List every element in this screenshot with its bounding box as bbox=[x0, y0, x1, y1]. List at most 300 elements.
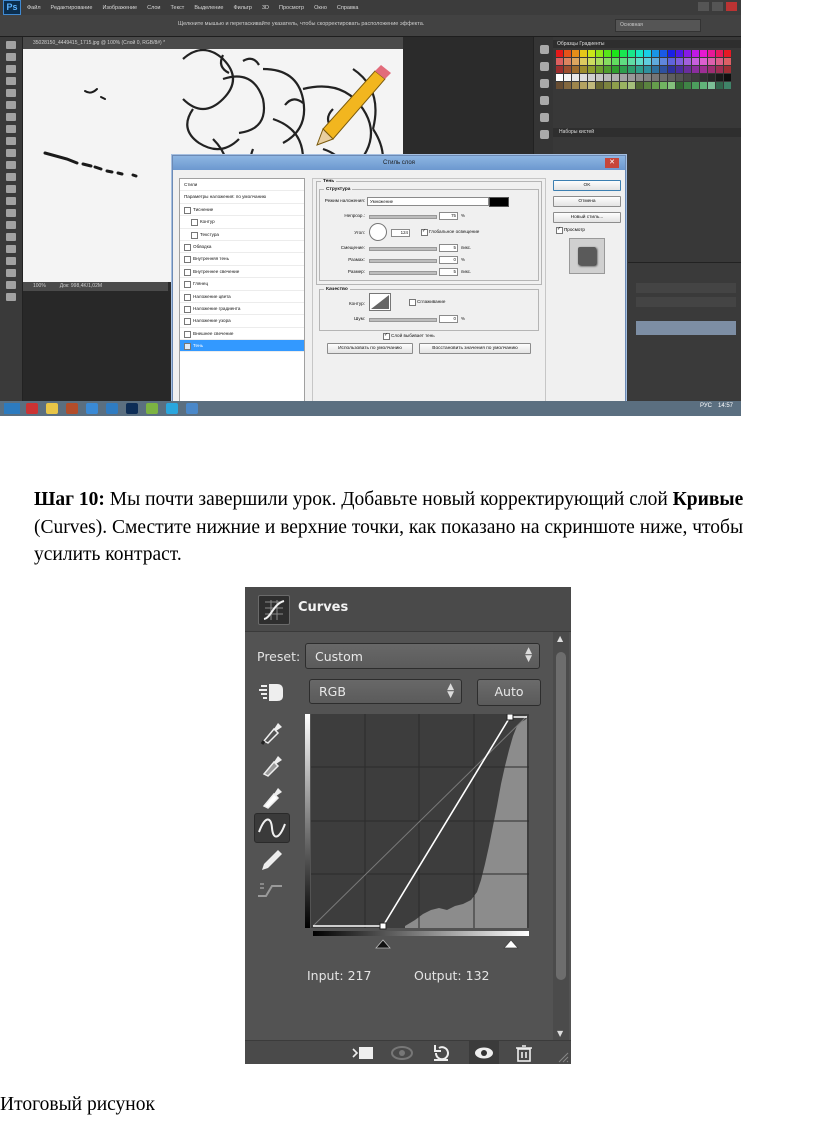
layer-style-dialog bbox=[172, 155, 626, 409]
scroll-up-icon[interactable]: ▲ bbox=[557, 634, 564, 643]
color-swatch[interactable] bbox=[556, 74, 563, 81]
ok-button[interactable]: OK bbox=[553, 180, 621, 191]
color-swatch[interactable] bbox=[620, 50, 627, 57]
new-style-button[interactable]: Новый стиль... bbox=[553, 212, 621, 223]
color-swatch[interactable] bbox=[596, 50, 603, 57]
color-swatch[interactable] bbox=[668, 58, 675, 65]
preview-checkbox[interactable]: Просмотр ✓ bbox=[556, 227, 585, 232]
color-swatch[interactable] bbox=[716, 58, 723, 65]
style-list-item[interactable]: Стили bbox=[180, 179, 304, 191]
spread-unit: % bbox=[461, 257, 465, 262]
color-swatch[interactable] bbox=[724, 66, 731, 73]
color-swatch[interactable] bbox=[588, 50, 595, 57]
shape-tool-icon[interactable] bbox=[6, 245, 16, 253]
color-swatch[interactable] bbox=[700, 82, 707, 89]
style-list-item[interactable]: Тиснение bbox=[180, 204, 304, 216]
color-swatch[interactable] bbox=[564, 58, 571, 65]
color-swatch[interactable] bbox=[596, 82, 603, 89]
eraser-tool-icon[interactable] bbox=[6, 161, 16, 169]
color-swatch[interactable] bbox=[580, 74, 587, 81]
workspace-select[interactable]: Основная bbox=[615, 19, 701, 32]
color-swatch[interactable] bbox=[652, 58, 659, 65]
input-gradient-bar bbox=[313, 931, 529, 936]
blend-mode-label: Режим наложения: bbox=[324, 198, 365, 203]
color-swatch[interactable] bbox=[612, 82, 619, 89]
color-swatch[interactable] bbox=[716, 82, 723, 89]
visibility-toggle[interactable] bbox=[469, 1041, 499, 1064]
structure-title: Структура bbox=[326, 187, 351, 192]
auto-button[interactable]: Auto bbox=[477, 679, 541, 706]
clock[interactable]: 14:57 bbox=[717, 403, 733, 409]
color-swatch[interactable] bbox=[724, 82, 731, 89]
curves-adjustment-icon bbox=[258, 595, 290, 625]
brush-presets-tab[interactable]: Наборы кистей bbox=[553, 128, 741, 137]
color-swatch[interactable] bbox=[724, 50, 731, 57]
toolbox bbox=[0, 37, 23, 401]
channel-select[interactable] bbox=[309, 679, 462, 704]
color-swatch[interactable] bbox=[604, 50, 611, 57]
scrollbar-thumb[interactable] bbox=[556, 652, 566, 980]
dialog-title: Стиль слоя bbox=[383, 160, 415, 166]
info-panel-icon[interactable] bbox=[540, 79, 549, 88]
style-list-item[interactable]: Наложение узора bbox=[180, 315, 304, 327]
menu-window[interactable]: Окно bbox=[314, 4, 327, 11]
smooth-curve-icon[interactable] bbox=[254, 876, 288, 904]
clone-panel-icon[interactable] bbox=[540, 130, 549, 139]
color-swatch[interactable] bbox=[692, 50, 699, 57]
noise-label: Шум: bbox=[354, 316, 365, 321]
hand-tool-icon[interactable] bbox=[6, 257, 16, 265]
layer-row[interactable] bbox=[636, 283, 736, 293]
start-button[interactable] bbox=[4, 403, 20, 414]
input-value: 217 bbox=[347, 968, 372, 983]
color-swatch[interactable] bbox=[684, 82, 691, 89]
distance-field[interactable]: 5 bbox=[439, 244, 458, 252]
color-swatch[interactable] bbox=[716, 50, 723, 57]
color-swatch[interactable] bbox=[612, 58, 619, 65]
resize-grip-icon[interactable] bbox=[557, 1051, 569, 1063]
window-controls bbox=[698, 2, 737, 11]
menu-image[interactable]: Изображение bbox=[102, 4, 138, 11]
color-swatch[interactable] bbox=[692, 74, 699, 81]
color-swatch[interactable] bbox=[660, 66, 667, 73]
color-swatch[interactable] bbox=[580, 50, 587, 57]
color-swatch[interactable] bbox=[636, 82, 643, 89]
drop-shadow-settings bbox=[312, 178, 546, 402]
brush-panel-icon[interactable] bbox=[540, 113, 549, 122]
angle-dial[interactable] bbox=[369, 223, 387, 241]
opera-icon[interactable] bbox=[26, 403, 38, 414]
opacity-field[interactable]: 75 bbox=[439, 212, 458, 220]
color-swatch[interactable] bbox=[684, 74, 691, 81]
step-10-paragraph bbox=[34, 486, 804, 569]
color-swatch[interactable] bbox=[708, 82, 715, 89]
size-label: Размер: bbox=[347, 269, 365, 274]
input-label: Input: bbox=[307, 968, 344, 983]
make-default-button[interactable]: Использовать по умолчанию bbox=[327, 343, 413, 354]
color-swatch[interactable] bbox=[684, 66, 691, 73]
color-swatch[interactable] bbox=[700, 74, 707, 81]
color-swatch[interactable] bbox=[660, 82, 667, 89]
color-swatch[interactable] bbox=[700, 50, 707, 57]
color-swatch[interactable] bbox=[660, 50, 667, 57]
color-swatch[interactable] bbox=[708, 74, 715, 81]
output-readout bbox=[414, 968, 489, 983]
color-swatch[interactable] bbox=[604, 58, 611, 65]
language-indicator[interactable]: РУС bbox=[699, 403, 712, 409]
color-swatch[interactable] bbox=[596, 74, 603, 81]
style-list-item[interactable]: Наложение градиента bbox=[180, 303, 304, 315]
curves-header bbox=[245, 587, 571, 632]
color-swatch[interactable] bbox=[636, 66, 643, 73]
menu-edit[interactable]: Редактирование bbox=[50, 4, 93, 11]
shadow-color-swatch[interactable] bbox=[489, 197, 509, 207]
stamp-tool-icon[interactable] bbox=[6, 137, 16, 145]
color-swatch[interactable] bbox=[668, 74, 675, 81]
swatches-tabs[interactable]: Образцы Градиенты bbox=[553, 40, 741, 48]
color-swatch[interactable] bbox=[676, 82, 683, 89]
color-swatch[interactable] bbox=[612, 66, 619, 73]
style-list-item[interactable]: Тень bbox=[180, 340, 304, 352]
lasso-tool-icon[interactable] bbox=[6, 65, 16, 73]
color-swatch[interactable] bbox=[644, 82, 651, 89]
properties-panel-icon[interactable] bbox=[540, 96, 549, 105]
healing-tool-icon[interactable] bbox=[6, 113, 16, 121]
quick-select-tool-icon[interactable] bbox=[6, 77, 16, 85]
selected-layer[interactable] bbox=[636, 321, 736, 335]
style-list-item[interactable]: Обводка bbox=[180, 241, 304, 253]
color-swatch[interactable] bbox=[708, 66, 715, 73]
reset-icon[interactable] bbox=[431, 1044, 451, 1062]
color-swatch[interactable] bbox=[620, 82, 627, 89]
styles-list bbox=[179, 178, 305, 402]
color-swatch[interactable] bbox=[636, 74, 643, 81]
explorer-icon[interactable] bbox=[46, 403, 58, 414]
dodge-tool-icon[interactable] bbox=[6, 197, 16, 205]
pencil-draw-icon[interactable] bbox=[254, 846, 288, 874]
menu-type[interactable]: Текст bbox=[170, 4, 185, 11]
quality-group bbox=[319, 287, 539, 331]
style-list-item[interactable]: Внешнее свечение bbox=[180, 328, 304, 340]
color-swatch[interactable] bbox=[668, 82, 675, 89]
color-swatch[interactable] bbox=[620, 74, 627, 81]
quality-title: Качество bbox=[326, 287, 348, 292]
menu-filter[interactable]: Фильтр bbox=[233, 4, 252, 11]
opacity-label: Непрозр.: bbox=[344, 213, 365, 218]
color-swatch[interactable] bbox=[588, 82, 595, 89]
color-swatch[interactable] bbox=[676, 50, 683, 57]
style-list-item[interactable]: Текстура bbox=[180, 229, 304, 241]
opacity-unit: % bbox=[461, 213, 465, 218]
color-swatch-icon[interactable] bbox=[6, 281, 16, 289]
color-swatch[interactable] bbox=[684, 50, 691, 57]
black-point-handle[interactable] bbox=[380, 923, 386, 929]
windows-taskbar bbox=[0, 401, 741, 416]
color-swatch[interactable] bbox=[660, 74, 667, 81]
style-list-item[interactable]: Параметры наложения: по умолчанию bbox=[180, 191, 304, 203]
photoshop-taskbar-icon[interactable] bbox=[126, 403, 138, 414]
path-select-icon[interactable] bbox=[6, 233, 16, 241]
edit-points-curve-icon[interactable] bbox=[254, 813, 290, 843]
color-swatch[interactable] bbox=[604, 82, 611, 89]
global-light-checkbox[interactable]: Глобальное освещение ✓ bbox=[421, 229, 479, 234]
distance-slider[interactable] bbox=[369, 247, 437, 251]
gray-point-eyedropper-icon[interactable] bbox=[254, 750, 288, 778]
noise-slider[interactable] bbox=[369, 318, 437, 322]
drop-shadow-title: Тень bbox=[323, 179, 335, 184]
color-swatch[interactable] bbox=[700, 66, 707, 73]
color-swatch[interactable] bbox=[724, 58, 731, 65]
color-swatch[interactable] bbox=[556, 58, 563, 65]
color-swatch[interactable] bbox=[596, 66, 603, 73]
color-swatch[interactable] bbox=[556, 66, 563, 73]
blend-mode-select[interactable]: Умножение bbox=[367, 197, 489, 206]
opacity-slider[interactable] bbox=[369, 215, 437, 219]
color-swatch[interactable] bbox=[716, 74, 723, 81]
options-bar bbox=[0, 15, 741, 37]
color-swatch[interactable] bbox=[572, 82, 579, 89]
style-list-item[interactable]: Наложение цвета bbox=[180, 291, 304, 303]
color-swatch[interactable] bbox=[580, 66, 587, 73]
angle-label: Угол: bbox=[354, 230, 365, 235]
zoom-level[interactable]: 100% bbox=[33, 283, 46, 289]
color-swatch[interactable] bbox=[692, 58, 699, 65]
preset-select[interactable] bbox=[305, 643, 540, 669]
type-tool-icon[interactable] bbox=[6, 221, 16, 229]
color-swatch[interactable] bbox=[644, 58, 651, 65]
color-swatch[interactable] bbox=[628, 66, 635, 73]
color-swatch[interactable] bbox=[676, 66, 683, 73]
spread-label: Размах: bbox=[348, 257, 365, 262]
menu-bar bbox=[0, 0, 741, 15]
menu-3d[interactable]: 3D bbox=[261, 4, 269, 11]
layer-row[interactable] bbox=[636, 297, 736, 307]
swatches-grid[interactable] bbox=[556, 50, 736, 90]
pen-tool-icon[interactable] bbox=[6, 209, 16, 217]
color-swatch[interactable] bbox=[604, 66, 611, 73]
actions-panel-icon[interactable] bbox=[540, 62, 549, 71]
color-swatch[interactable] bbox=[652, 66, 659, 73]
color-swatch[interactable] bbox=[564, 66, 571, 73]
color-swatch[interactable] bbox=[676, 58, 683, 65]
color-swatch[interactable] bbox=[644, 66, 651, 73]
color-swatch[interactable] bbox=[612, 74, 619, 81]
color-swatch[interactable] bbox=[660, 58, 667, 65]
color-swatch[interactable] bbox=[644, 74, 651, 81]
color-swatch[interactable] bbox=[556, 82, 563, 89]
skype-icon[interactable] bbox=[166, 403, 178, 414]
eye-icon bbox=[469, 1041, 499, 1064]
color-swatch[interactable] bbox=[572, 66, 579, 73]
noise-unit: % bbox=[461, 316, 465, 321]
color-swatch[interactable] bbox=[588, 74, 595, 81]
updown-arrows-icon: ▲ ▼ bbox=[525, 646, 532, 664]
style-list-item[interactable]: Внутреннее свечение bbox=[180, 266, 304, 278]
color-swatch[interactable] bbox=[628, 58, 635, 65]
ie-icon[interactable] bbox=[86, 403, 98, 414]
dialog-titlebar bbox=[173, 156, 625, 170]
style-list-item[interactable]: Внутренняя тень bbox=[180, 253, 304, 265]
color-swatch[interactable] bbox=[596, 58, 603, 65]
color-swatch[interactable] bbox=[652, 82, 659, 89]
color-swatch[interactable] bbox=[652, 50, 659, 57]
document-status bbox=[23, 282, 168, 291]
menu-file[interactable]: Файл bbox=[27, 4, 41, 11]
color-swatch[interactable] bbox=[628, 82, 635, 89]
color-swatch[interactable] bbox=[588, 66, 595, 73]
color-swatch[interactable] bbox=[692, 66, 699, 73]
curves-term: Кривые bbox=[672, 489, 744, 510]
menu-select[interactable]: Выделение bbox=[194, 4, 224, 11]
distance-unit: пикс. bbox=[461, 245, 472, 250]
style-preview bbox=[569, 238, 605, 274]
system-tray bbox=[700, 403, 733, 409]
output-gradient-bar bbox=[305, 714, 310, 928]
word-icon[interactable] bbox=[186, 403, 198, 414]
curves-graph[interactable] bbox=[305, 714, 533, 954]
workspace-background bbox=[23, 291, 173, 401]
color-swatch[interactable] bbox=[564, 82, 571, 89]
black-input-slider[interactable] bbox=[376, 940, 390, 948]
panel-footer bbox=[245, 1040, 571, 1064]
style-list-item[interactable]: Контур bbox=[180, 216, 304, 228]
distance-label: Смещение: bbox=[340, 245, 365, 250]
menu-help[interactable]: Справка bbox=[336, 4, 359, 11]
color-swatch[interactable] bbox=[580, 82, 587, 89]
eyedropper-tool-icon[interactable] bbox=[6, 101, 16, 109]
color-swatch[interactable] bbox=[564, 50, 571, 57]
color-swatch[interactable] bbox=[556, 50, 563, 57]
minimize-icon[interactable] bbox=[698, 2, 709, 11]
color-swatch[interactable] bbox=[636, 50, 643, 57]
menu-view[interactable]: Просмотр bbox=[279, 4, 305, 11]
step-text-1: Мы почти завершили урок. Добавьте новый корректирующий слой bbox=[104, 489, 673, 510]
spread-slider[interactable] bbox=[369, 259, 437, 263]
on-image-adjust-icon[interactable] bbox=[257, 681, 287, 703]
color-swatch[interactable] bbox=[716, 66, 723, 73]
reset-default-button[interactable]: Восстановить значения по умолчанию bbox=[419, 343, 531, 354]
white-point-eyedropper-icon[interactable] bbox=[254, 782, 288, 810]
trash-icon[interactable] bbox=[515, 1044, 533, 1062]
quick-mask-icon[interactable] bbox=[6, 293, 16, 301]
caption-final-image: Итоговый рисунок bbox=[0, 1094, 155, 1115]
style-list-item[interactable]: Глянец bbox=[180, 278, 304, 290]
color-swatch[interactable] bbox=[612, 50, 619, 57]
maximize-icon[interactable] bbox=[712, 2, 723, 11]
spread-field[interactable]: 0 bbox=[439, 256, 458, 264]
noise-field[interactable]: 0 bbox=[439, 315, 458, 323]
document-tab[interactable]: 35028150_4449415_1715.jpg @ 100% (Слой 0, RGB/8#) * bbox=[23, 37, 403, 49]
zoom-tool-icon[interactable] bbox=[6, 269, 16, 277]
step-label: Шаг 10: bbox=[34, 489, 105, 510]
gradient-tool-icon[interactable] bbox=[6, 173, 16, 181]
color-swatch[interactable] bbox=[708, 50, 715, 57]
color-swatch[interactable] bbox=[644, 50, 651, 57]
output-value: 132 bbox=[465, 968, 490, 983]
color-swatch[interactable] bbox=[572, 74, 579, 81]
color-swatch[interactable] bbox=[636, 58, 643, 65]
scroll-down-icon[interactable]: ▼ bbox=[557, 1029, 564, 1038]
channel-value: RGB bbox=[319, 684, 346, 699]
contour-picker[interactable] bbox=[369, 293, 391, 311]
marquee-tool-icon[interactable] bbox=[6, 53, 16, 61]
black-point-eyedropper-icon[interactable] bbox=[254, 717, 288, 745]
color-swatch[interactable] bbox=[588, 58, 595, 65]
color-swatch[interactable] bbox=[580, 58, 587, 65]
crop-tool-icon[interactable] bbox=[6, 89, 16, 97]
panel-title: Curves bbox=[298, 600, 349, 615]
doc-size: Док: 998,4K/1,02M bbox=[59, 283, 103, 289]
color-swatch[interactable] bbox=[628, 50, 635, 57]
color-swatch[interactable] bbox=[668, 66, 675, 73]
white-point-handle[interactable] bbox=[507, 714, 513, 720]
input-readout bbox=[307, 968, 371, 983]
white-input-slider[interactable] bbox=[504, 940, 518, 948]
color-swatch[interactable] bbox=[724, 74, 731, 81]
office-icon[interactable] bbox=[66, 403, 78, 414]
move-tool-icon[interactable] bbox=[6, 41, 16, 49]
color-swatch[interactable] bbox=[692, 82, 699, 89]
antialias-checkbox[interactable]: Сглаживание bbox=[409, 299, 445, 304]
photoshop-screenshot bbox=[0, 0, 741, 416]
dialog-close-icon[interactable]: ✕ bbox=[605, 158, 619, 168]
cancel-button[interactable]: Отмена bbox=[553, 196, 621, 207]
options-hint: Щелкните мышью и перетаскивайте указатель, чтобы скорректировать расположение эффекта. bbox=[178, 21, 425, 27]
size-unit: пикс. bbox=[461, 269, 472, 274]
contour-curve-icon bbox=[370, 294, 390, 310]
color-swatch[interactable] bbox=[652, 74, 659, 81]
color-swatch[interactable] bbox=[572, 50, 579, 57]
color-swatch[interactable] bbox=[676, 74, 683, 81]
curves-panel bbox=[245, 587, 571, 1064]
color-swatch[interactable] bbox=[628, 74, 635, 81]
output-label: Output: bbox=[414, 968, 462, 983]
color-swatch[interactable] bbox=[700, 58, 707, 65]
color-swatch[interactable] bbox=[668, 50, 675, 57]
color-swatch[interactable] bbox=[620, 66, 627, 73]
color-swatch[interactable] bbox=[620, 58, 627, 65]
size-slider[interactable] bbox=[369, 271, 437, 275]
history-panel-icon[interactable] bbox=[540, 45, 549, 54]
close-icon[interactable] bbox=[726, 2, 737, 11]
angle-field[interactable]: 124 bbox=[391, 229, 410, 237]
menu-layers[interactable]: Слои bbox=[147, 4, 161, 11]
photoshop-logo: Ps bbox=[3, 0, 21, 15]
brush-tool-icon[interactable] bbox=[6, 125, 16, 133]
history-brush-icon[interactable] bbox=[6, 149, 16, 157]
color-swatch[interactable] bbox=[684, 58, 691, 65]
color-swatch[interactable] bbox=[572, 58, 579, 65]
step-text-2: (Curves). Сместите нижние и верхние точки, как показано на скриншоте ниже, чтобы усилить контраст. bbox=[34, 516, 744, 565]
preview-thumbnail bbox=[578, 247, 596, 265]
clip-to-layer-icon[interactable] bbox=[349, 1045, 377, 1061]
color-swatch[interactable] bbox=[564, 74, 571, 81]
view-previous-state-icon[interactable] bbox=[389, 1045, 415, 1061]
color-swatch[interactable] bbox=[604, 74, 611, 81]
contour-label: Контур: bbox=[349, 301, 365, 306]
blur-tool-icon[interactable] bbox=[6, 185, 16, 193]
color-swatch[interactable] bbox=[708, 58, 715, 65]
app-icon[interactable] bbox=[106, 403, 118, 414]
panel-scrollbar[interactable] bbox=[553, 632, 569, 1042]
preset-label: Preset: bbox=[257, 649, 301, 664]
utorrent-icon[interactable] bbox=[146, 403, 158, 414]
updown-arrows-icon: ▲ ▼ bbox=[447, 682, 454, 700]
knockout-checkbox[interactable]: Слой выбивает тень ✓ bbox=[383, 333, 435, 338]
layers-panel bbox=[628, 262, 741, 401]
size-field[interactable]: 5 bbox=[439, 268, 458, 276]
preset-value: Custom bbox=[315, 649, 363, 664]
